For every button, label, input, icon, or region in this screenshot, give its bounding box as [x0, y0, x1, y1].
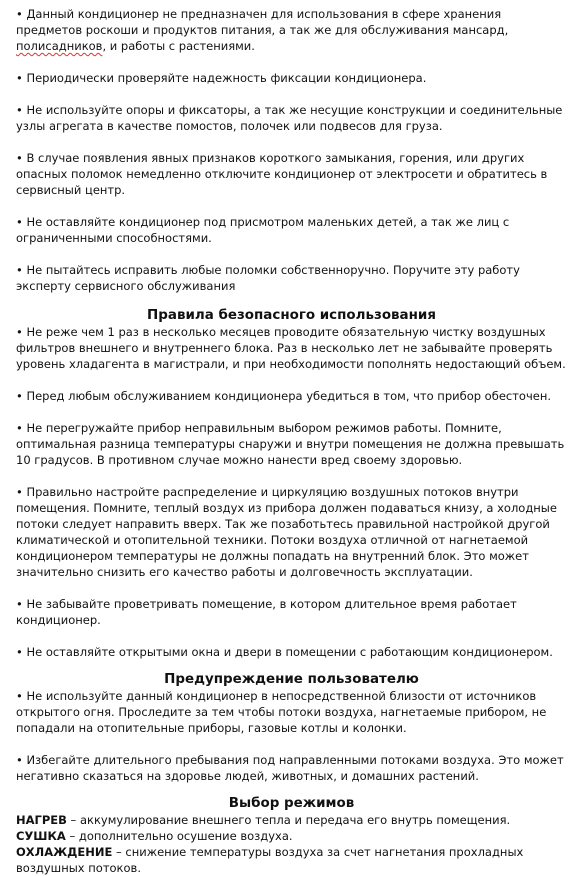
section-title-safe-usage: Правила безопасного использования [147, 308, 436, 323]
bullet-paragraph: • В случае появления явных признаков короткого замыкания, горения, или других опасных поломок немедленно отключите кондиционер от электросети и обратитесь в сервисный центр. [16, 151, 548, 197]
paragraph-text: , и работы с растениями. [102, 39, 255, 53]
misspelled-word: полисадников [16, 39, 103, 53]
mode-name: ОХЛАЖДЕНИЕ [16, 845, 113, 859]
mode-description: – аккумулирование внешнего тепла и передача его внутрь помещения. [66, 813, 511, 827]
bullet-paragraph: • Не реже чем 1 раз в несколько месяцев проводите обязательную чистку воздушных фильтров внешнего и внутреннего блока. Раз в несколько лет не забывайте проверять уровень хладагента в магистрали, и при необходимости пополнять недостающий объем. [16, 325, 566, 371]
bullet-paragraph: • Не используйте опоры и фиксаторы, а так же несущие конструкции и соединительные узлы агрегата в качестве помостов, полочек или подвесов для груза. [16, 103, 563, 133]
mode-line-cool [16, 844, 567, 876]
mode-description: – дополнительно осушение воздуха. [65, 829, 293, 843]
mode-description: – снижение температуры воздуха за счет нагнетания прохладных воздушных потоков. [16, 845, 524, 875]
mode-name: НАГРЕВ [16, 813, 67, 827]
paragraph-text: • Данный кондиционер не предназначен для использования в сфере хранения предметов роскоши и продуктов питания, а так же для обслуживания мансард, [16, 7, 509, 37]
bullet-paragraph: • Не оставляйте открытыми окна и двери в помещении с работающим кондиционером. [16, 645, 553, 659]
bullet-paragraph: • Избегайте длительного пребывания под направленными потоками воздуха. Это может негативно сказаться на здоровье людей, животных, и домашних растений. [16, 753, 564, 783]
mode-name: СУШКА [16, 829, 66, 843]
bullet-paragraph: • Не забывайте проветривать помещение, в котором длительное время работает кондиционер. [16, 597, 517, 627]
mode-line-dry [16, 828, 567, 844]
bullet-paragraph: • Правильно настройте распределение и циркуляцию воздушных потоков внутри помещения. Помните, теплый воздух из прибора должен подаваться книзу, а холодные потоки следует направить вверх. Так же позаботьтесь правильной настройкой другой климатической и отопительной техники. Потоки воздуха отличной от нагнетаемой кондиционером температуры не должны попадать на внутренний блок. Это может значительно снизить его качество работы и долговечность эксплуатации. [16, 485, 557, 579]
section-title-modes: Выбор режимов [228, 796, 355, 811]
mode-line-heat [16, 812, 567, 828]
bullet-paragraph: • Перед любым обслуживанием кондиционера убедиться в том, что прибор обесточен. [16, 389, 551, 403]
bullet-paragraph: • Не используйте данный кондиционер в непосредственной близости от источников открытого огня. Проследите за тем чтобы потоки воздуха, нагнетаемые прибором, не попадали на отопительные приборы, газовые котлы и колонки. [16, 689, 547, 735]
bullet-paragraph: • Не перегружайте прибор неправильным выбором режимов работы. Помните, оптимальная разница температуры снаружи и внутри помещения не должна превышать 10 градусов. В противном случае можно нанести вред своему здоровью. [16, 421, 565, 467]
bullet-paragraph [16, 6, 567, 54]
bullet-paragraph: • Периодически проверяйте надежность фиксации кондиционера. [16, 71, 427, 85]
bullet-paragraph: • Не пытайтесь исправить любые поломки собственноручно. Поручите эту работу эксперту сервисного обслуживания [16, 263, 520, 293]
section-title-user-warning: Предупреждение пользователю [164, 672, 419, 687]
bullet-paragraph: • Не оставляйте кондиционер под присмотром маленьких детей, а так же лиц с ограниченными способностями. [16, 215, 510, 245]
